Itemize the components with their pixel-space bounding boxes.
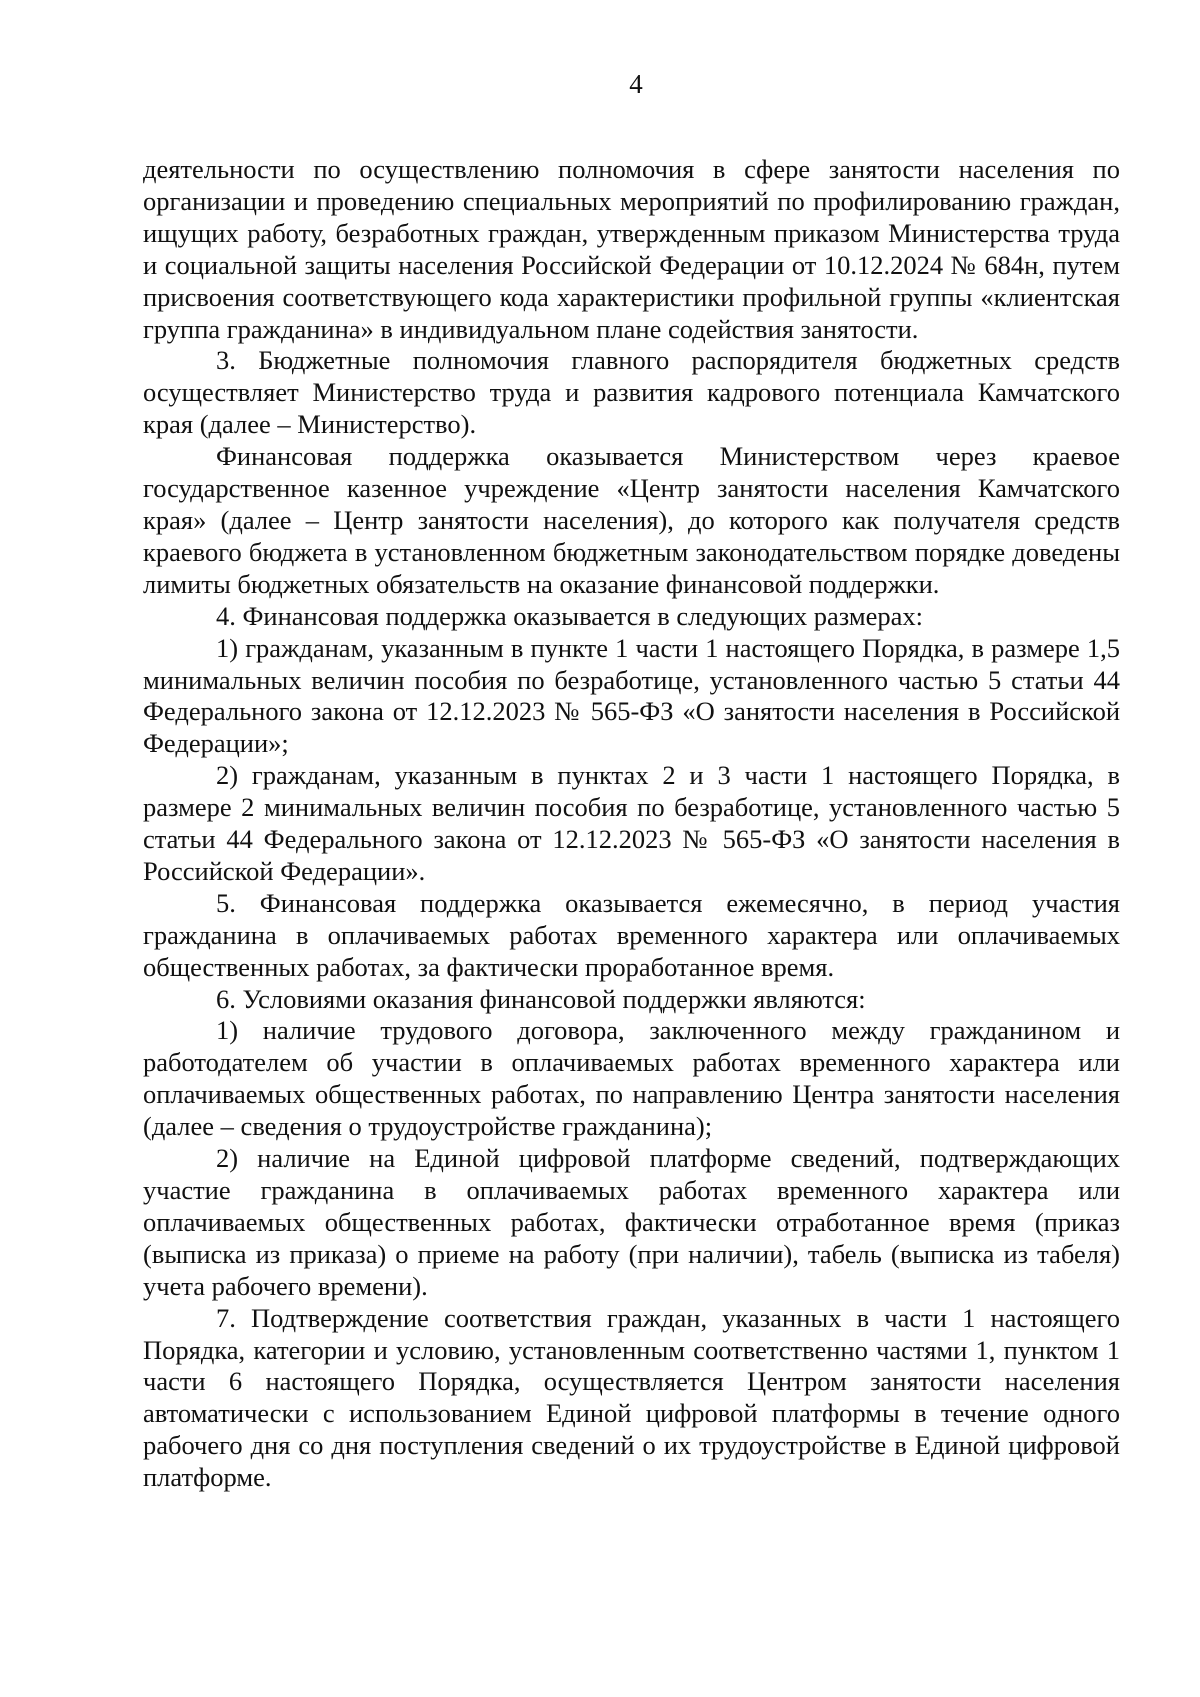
page-number: 4	[629, 69, 643, 99]
paragraph-item-6-2: 2) наличие на Единой цифровой платформе сведений, подтверждающих участие гражданина в оплачиваемых работах временного характера или оплачиваемых общественных работах, фактически отработанное время (приказ (выписка из приказа) о приеме на работу (при наличии), табель (выписка из табеля) учета рабочего времени).	[143, 1143, 1120, 1301]
paragraph-item-5: 5. Финансовая поддержка оказывается ежемесячно, в период участия гражданина в оплачиваемых работах временного характера или оплачиваемых общественных работах, за фактически проработанное время.	[143, 887, 1120, 982]
paragraph-item-6-1: 1) наличие трудового договора, заключенного между гражданином и работодателем об участии в оплачиваемых работах временного характера или оплачиваемых общественных работах, по направлению Центра занятости населения (далее – сведения о трудоустройстве гражданина);	[143, 1015, 1120, 1142]
paragraph-item-4-1: 1) гражданам, указанным в пункте 1 части 1 настоящего Порядка, в размере 1,5 минимальных величин пособия по безработице, установленного частью 5 статьи 44 Федерального закона от 12.12.2023 № 565-ФЗ «О занятости населения в Российской Федерации»;	[143, 632, 1120, 759]
paragraph-item-7: 7. Подтверждение соответствия граждан, указанных в части 1 настоящего Порядка, категории и условию, установленным соответственно частями 1, пунктом 1 части 6 настоящего Порядка, осуществляется Центром занятости населения автоматически с использованием Единой цифровой платформы в течение одного рабочего дня со дня поступления сведений о их трудоустройстве в Единой цифровой платформе.	[143, 1302, 1120, 1493]
paragraph-item-6: 6. Условиями оказания финансовой поддержки являются:	[216, 983, 866, 1014]
paragraph-item-4-2: 2) гражданам, указанным в пунктах 2 и 3 части 1 настоящего Порядка, в размере 2 минимальных величин пособия по безработице, установленного частью 5 статьи 44 Федерального закона от 12.12.2023 № 565-ФЗ «О занятости населения в Российской Федерации».	[143, 760, 1120, 886]
document-body	[143, 154, 1120, 1494]
paragraph-item-4: 4. Финансовая поддержка оказывается в следующих размерах:	[216, 600, 924, 631]
paragraph-continuation: деятельности по осуществлению полномочия в сфере занятости населения по организации и проведению специальных мероприятий по профилированию граждан, ищущих работу, безработных граждан, утвержденным приказом Министерства труда и социальной защиты населения Российской Федерации от 10.12.2024 № 684н, путем присвоения соответствующего кода характеристики профильной группы «клиентская группа гражданина» в индивидуальном плане содействия занятости.	[143, 154, 1120, 344]
paragraph-financial-support-channel: Финансовая поддержка оказывается Министерством через краевое государственное казенное учреждение «Центр занятости населения Камчатского края» (далее – Центр занятости населения), до которого как получателя средств краевого бюджета в установленном бюджетным законодательством порядке доведены лимиты бюджетных обязательств на оказание финансовой поддержки.	[143, 441, 1120, 599]
paragraph-item-3: 3. Бюджетные полномочия главного распорядителя бюджетных средств осуществляет Министерство труда и развития кадрового потенциала Камчатского края (далее – Министерство).	[143, 345, 1120, 440]
